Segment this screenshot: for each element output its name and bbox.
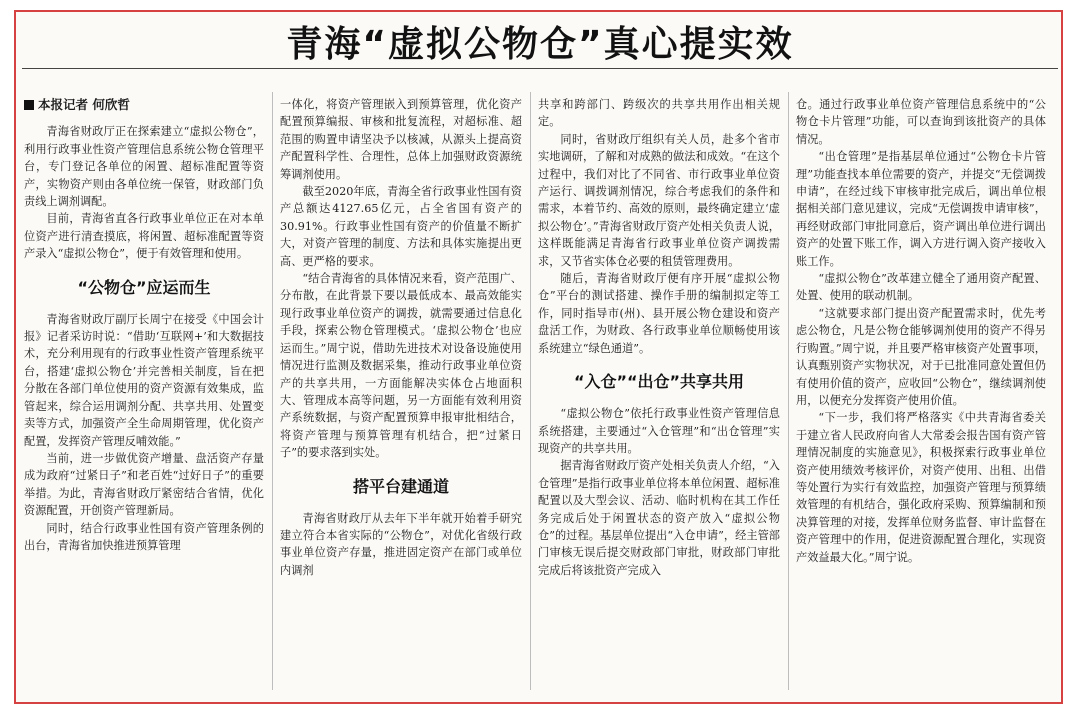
column-divider [272, 92, 273, 690]
paragraph: 同时，结合行政事业性国有资产管理条例的出台，青海省加快推进预算管理 [24, 521, 264, 552]
paragraph: “虚拟公物仓”依托行政事业性资产管理信息系统搭建，主要通过“入仓管理”和“出仓管理”实现资产的共享共用。 [538, 407, 780, 455]
paragraph: 仓。通过行政事业单位资产管理信息系统中的“公物仓卡片管理”功能，可以查询到该批资产的具体情况。 [796, 98, 1046, 146]
subheading: 搭平台建通道 [352, 476, 449, 496]
column-2 [280, 96, 522, 692]
square-bullet-icon [24, 100, 34, 110]
paragraph: 同时，省财政厅组织有关人员，赴多个省市实地调研，了解和对成熟的做法和成效。“在这个过程中，我们对比了不同省、市行政事业单位资产运行、调拨调剂情况，综合考虑我们的条件和需求，本着节约、高效的原则，最终确定建立‘虚拟公物仓’。”青海省财政厅资产处相关负责人说，这样既能满足青海省行政事业单位资产调拨需求，又节省实体仓必要的租赁管理费用。 [538, 132, 780, 268]
paragraph: 青海省财政厅正在探索建立“虚拟公物仓”，利用行政事业性资产管理信息系统公物仓管理平台，专门登记各单位的闲置、超标准配置等资产，实物资产则由各单位统一保管，财政部门负责线上调剂调配。 [24, 125, 264, 209]
byline [24, 96, 264, 113]
byline-text: 本报记者 何欣哲 [38, 97, 130, 112]
paragraph: “结合青海省的具体情况来看，资产范围广、分布散，在此背景下要以最低成本、最高效能实现行政事业单位资产的调拨，就需要通过信息化手段，探索公物仓管理模式。‘虚拟公物仓’也应运而生。”周宁说，借助先进技术对设备设施使用情况进行监测及数据采集，推动行政事业单位资产的共享共用，一方面能解决实体仓占地面积大、管理成本高等问题，另一方面能有效利用资产系统数据，与资产配置预算申报审批相结合，将资产管理与预算管理有机结合，把“过紧日子”的要求落到实处。 [280, 272, 522, 460]
paragraph: 一体化，将资产管理嵌入到预算管理，优化资产配置预算编报、审核和批复流程，对超标准、超范围的购置申请坚决予以核减，从源头上提高资产配置科学性、合理性，总体上加强财政资源统筹调剂使用。 [280, 98, 522, 181]
column-1 [24, 96, 264, 692]
paragraph: “这就要求部门提出资产配置需求时，优先考虑公物仓，凡是公物仓能够调剂使用的资产不得另行购置。”周宁说，并且要严格审核资产处置事项，认真甄别资产实物状况，对于已批准同意处置但仍有使用价值的资产，应收回“公物仓”，继续调剂使用，以便充分发挥资产使用价值。 [796, 306, 1046, 407]
paragraph: 当前，进一步做优资产增量、盘活资产存量成为政府“过紧日子”和老百姓“过好日子”的重要举措。为此，青海省财政厅紧密结合省情，优化资源配置，开创资产管理新局。 [24, 451, 264, 518]
paragraph: “下一步，我们将严格落实《中共青海省委关于建立省人民政府向省人大常委会报告国有资产管理情况制度的实施意见》，积极探索行政事业单位资产使用绩效考核评价，对资产使用、出租、出借等处置行为实行有效监控，加强资产管理与预算绩效管理的有机结合，强化政府采购、预算编制和预决算管理的对接，发挥单位财务监督、审计监督在资产管理中的作用，促进资源配置合理化，实现资产效益最大化。”周宁说。 [796, 411, 1046, 564]
paragraph: 青海省财政厅从去年下半年就开始着手研究建立符合本省实际的“公物仓”，对优化省级行政事业单位资产存量，推进固定资产在部门或单位内调剂 [280, 511, 522, 577]
paragraph: 据青海省财政厅资产处相关负责人介绍，“入仓管理”是指行政事业单位将本单位闲置、超标准配置以及大型会议、活动、临时机构在其工作任务完成后处于闲置状态的资产放入“虚拟公物仓”的过程。基层单位提出“入仓申请”，经主管部门审核无误后提交财政部门审批，财政部门审批完成后将该批资产完成入 [538, 459, 780, 577]
paragraph: 截至2020年底，青海全省行政事业性国有资产总额达4127.65亿元，占全省国有资产的30.91%。行政事业性国有资产的价值量不断扩大，对资产管理的制度、方法和具体实施提出更高、更严格的要求。 [280, 185, 522, 268]
paragraph: “虚拟公物仓”改革建立健全了通用资产配置、处置、使用的联动机制。 [796, 272, 1046, 303]
paragraph: “出仓管理”是指基层单位通过“公物仓卡片管理”功能查找本单位需要的资产，并提交“无偿调拨申请”，在经过线下审核审批完成后，调出单位根据相关部门意见建议，完成“无偿调拨申请审核”，再经财政部门审批同意后，资产调出单位进行调出资产的处置下账工作，调入方进行调入资产接收入账工作。 [796, 150, 1046, 268]
subheading: “公物仓”应运而生 [77, 277, 211, 297]
column-4 [796, 96, 1046, 692]
column-divider [530, 92, 531, 690]
paragraph: 目前，青海省直各行政事业单位正在对本单位资产进行清查摸底，将闲置、超标准配置等资产录入“虚拟公物仓”，便于有效管理和使用。 [24, 212, 264, 261]
paragraph: 共享和跨部门、跨级次的共享共用作出相关规定。 [538, 98, 780, 129]
article-headline: 青海“虚拟公物仓”真心提实效 [286, 24, 794, 65]
column-3 [538, 96, 780, 692]
paragraph: 青海省财政厅副厅长周宁在接受《中国会计报》记者采访时说：“借助‘互联网+’和大数据技术，充分利用现有的行政事业性资产管理系统平台，搭建‘虚拟公物仓’并完善相关制度，旨在把分散在各部门单位使用的资产资源有效集成，监管起来，综合运用调剂分配、共享共用、处置变卖等方式，加强资产全生命周期管理，优化资产配置，发挥资产管理反哺效能。” [24, 312, 264, 448]
subheading: “入仓”“出仓”共享共用 [573, 372, 745, 392]
column-divider [788, 92, 789, 690]
paragraph: 随后，青海省财政厅便有序开展“虚拟公物仓”平台的测试搭建、操作手册的编制拟定等工作，同时指导市(州)、县开展公物仓建设和资产盘活工作，为财政、各行政事业单位顺畅使用该系统建立“绿色通道”。 [538, 272, 780, 355]
headline-rule [22, 68, 1058, 69]
